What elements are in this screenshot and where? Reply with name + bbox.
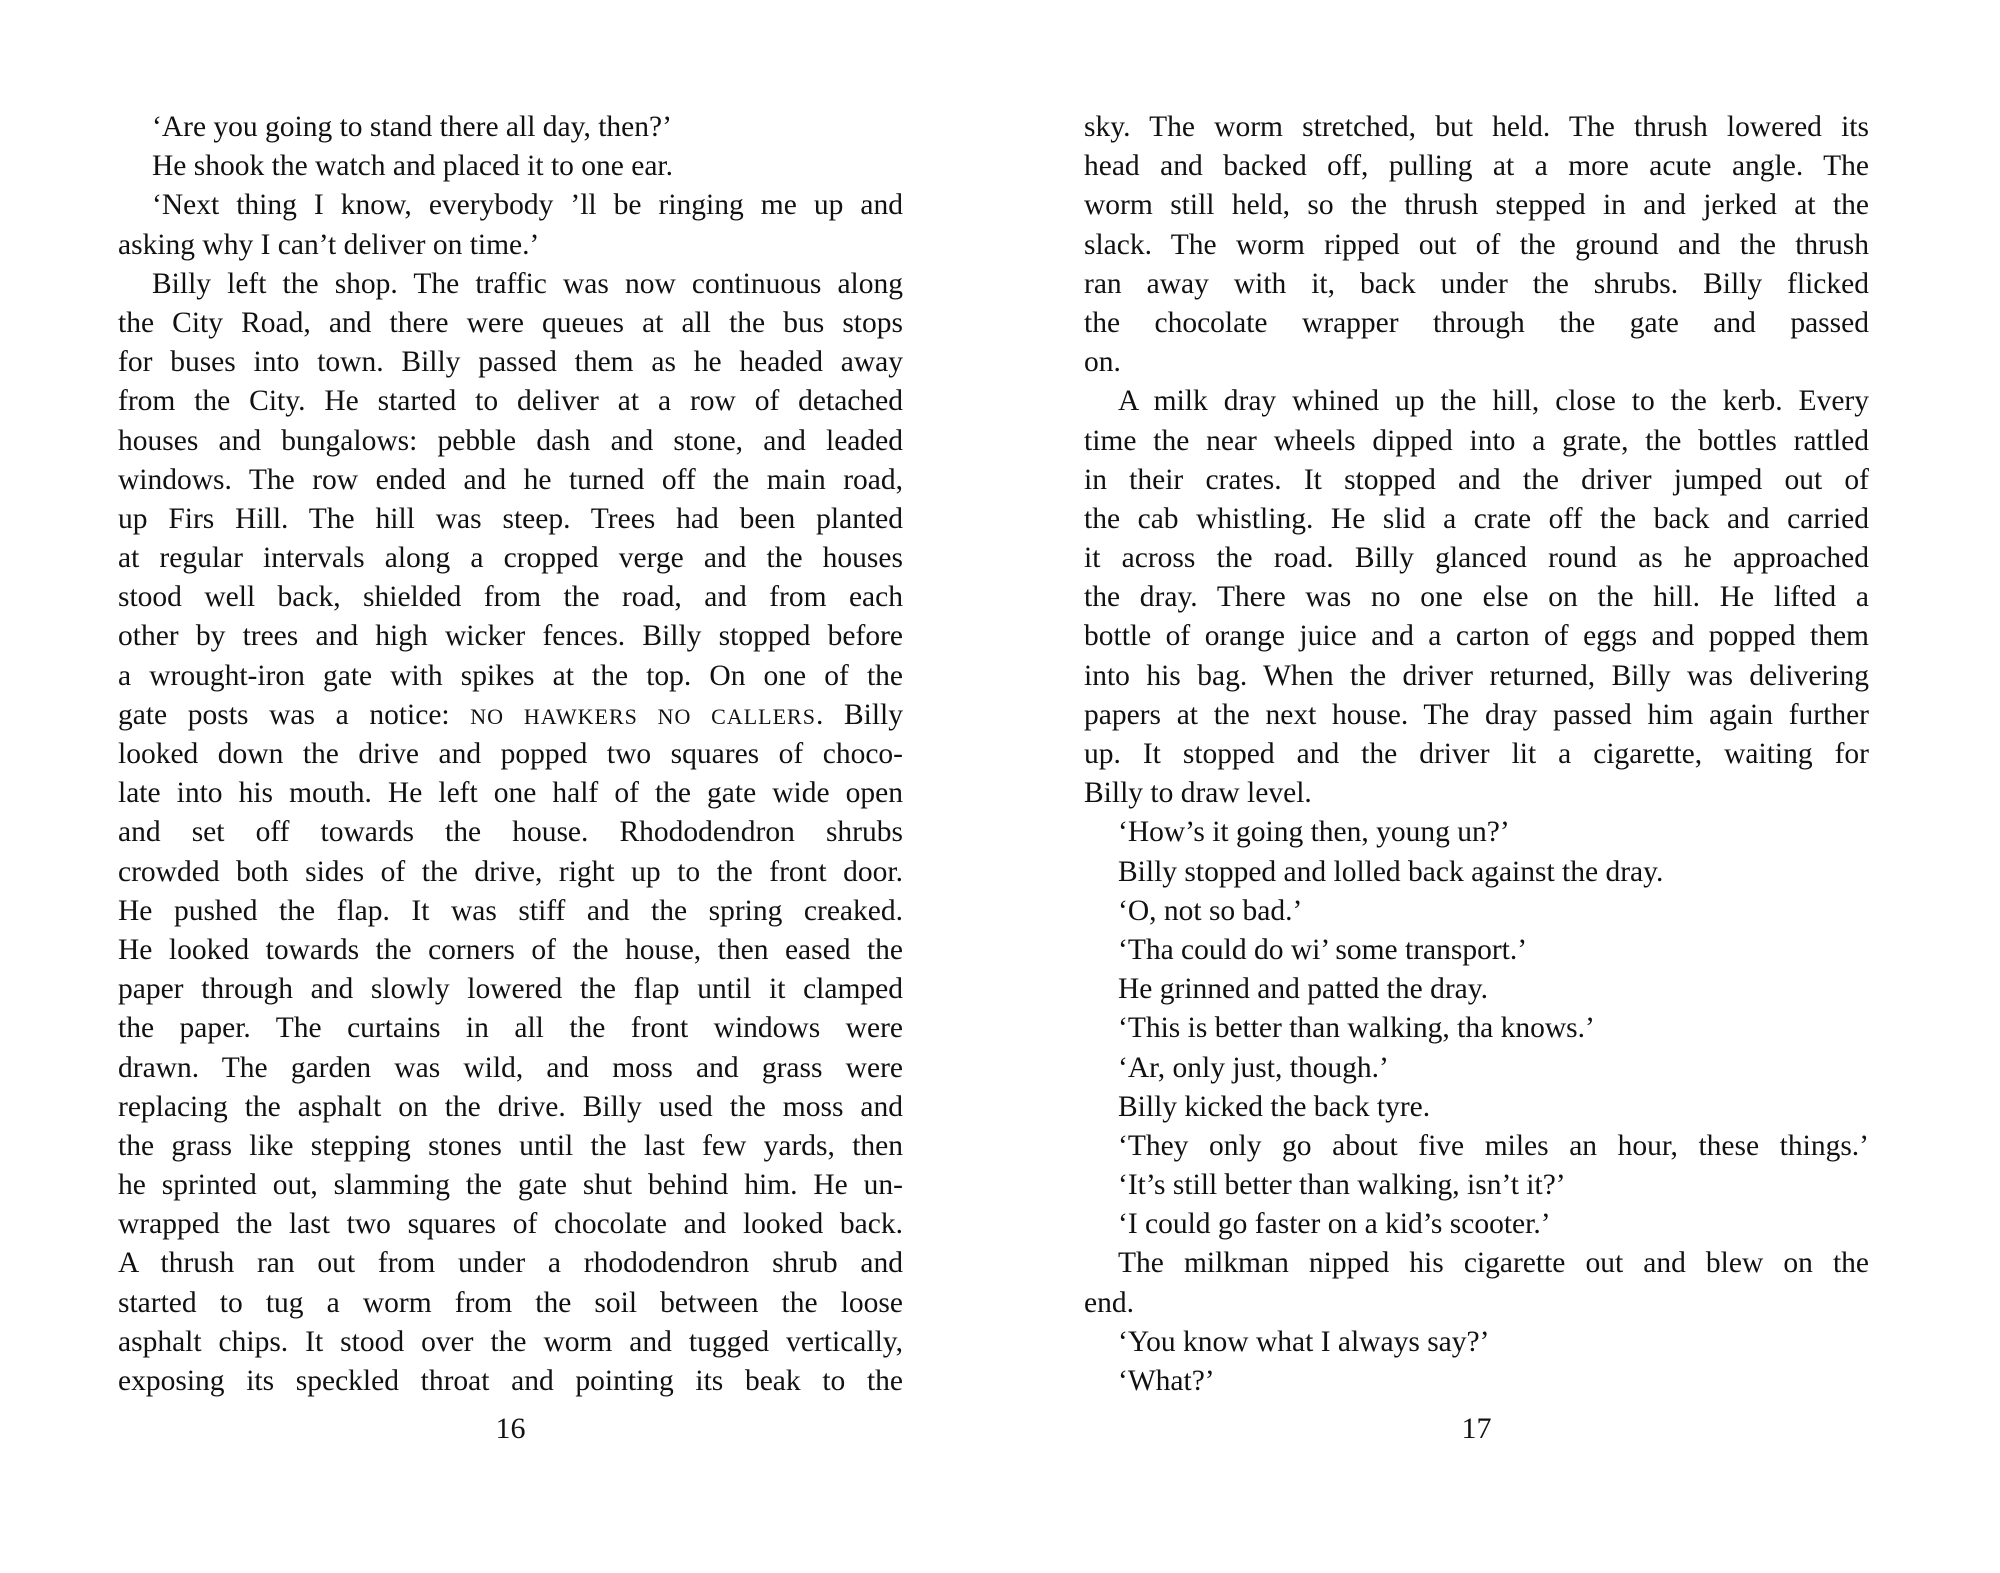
text-line: ‘Next thing I know, everybody ’ll be ringing me up and [152, 189, 903, 222]
text-line: ‘Ar, only just, though.’ [1118, 1051, 1389, 1084]
text-line: into his bag. When the driver returned, Billy was delivering [1084, 659, 1869, 692]
text-line: asking why I can’t deliver on time.’ [118, 228, 540, 261]
text-line: from the City. He started to deliver at a row of detached [118, 385, 903, 418]
text-line: ‘They only go about five miles an hour, these things.’ [1118, 1129, 1869, 1162]
text-line: the dray. There was no one else on the hill. He lifted a [1084, 581, 1869, 614]
text-line: end. [1084, 1286, 1134, 1319]
text-line: ‘You know what I always say?’ [1118, 1325, 1490, 1358]
text-line: other by trees and high wicker fences. Billy stopped before [118, 620, 903, 653]
text-line: asphalt chips. It stood over the worm and tugged vertically, [118, 1325, 903, 1358]
text-line: ‘How’s it going then, young un?’ [1118, 816, 1510, 849]
text-line: in their crates. It stopped and the driver jumped out of [1084, 463, 1869, 496]
text-line: he sprinted out, slamming the gate shut behind him. He un- [118, 1169, 903, 1202]
text-line: ‘It’s still better than walking, isn’t it?’ [1118, 1169, 1566, 1202]
text-line: He looked towards the corners of the house, then eased the [118, 933, 903, 966]
text-fragment: . Billy [815, 698, 904, 731]
left-page-text [118, 108, 903, 1401]
text-line: looked down the drive and popped two squares of choco- [118, 738, 903, 770]
text-line: paper through and slowly lowered the flap until it clamped [118, 973, 903, 1006]
text-line: ‘This is better than walking, tha knows.’ [1118, 1012, 1595, 1045]
text-line: papers at the next house. The dray passed him again further [1084, 698, 1869, 731]
text-line: up Firs Hill. The hill was steep. Trees had been planted [118, 502, 903, 535]
text-line: time the near wheels dipped into a grate, the bottles rattled [1084, 424, 1869, 457]
text-line: for buses into town. Billy passed them as he headed away [118, 346, 903, 379]
text-line: up. It stopped and the driver lit a cigarette, waiting for [1084, 738, 1869, 770]
page-number: 16 [495, 1412, 526, 1445]
text-line: ran away with it, back under the shrubs. Billy flicked [1084, 267, 1869, 300]
text-line: ‘O, not so bad.’ [1118, 894, 1303, 927]
text-line: head and backed off, pulling at a more acute angle. The [1084, 150, 1869, 183]
text-line: late into his mouth. He left one half of the gate wide open [118, 777, 903, 810]
text-line: The milkman nipped his cigarette out and blew on the [1118, 1247, 1869, 1280]
text-line: He grinned and patted the dray. [1118, 973, 1488, 1006]
text-line: on. [1084, 346, 1121, 379]
text-line: at regular intervals along a cropped verge and the houses [118, 542, 903, 575]
text-line: ‘What?’ [1118, 1365, 1215, 1397]
text-line: the grass like stepping stones until the last few yards, then [118, 1129, 903, 1162]
text-line: ‘Are you going to stand there all day, then?’ [152, 111, 672, 143]
text-line: Billy left the shop. The traffic was now continuous along [152, 267, 903, 300]
text-line: Billy kicked the back tyre. [1118, 1090, 1431, 1123]
text-line: drawn. The garden was wild, and moss and grass were [118, 1051, 903, 1084]
text-line: worm still held, so the thrush stepped in and jerked at the [1084, 189, 1869, 222]
text-line: Billy to draw level. [1084, 777, 1312, 810]
text-line: it across the road. Billy glanced round as he approached [1084, 542, 1869, 575]
text-line: sky. The worm stretched, but held. The thrush lowered its [1084, 111, 1869, 143]
text-line: started to tug a worm from the soil between the loose [118, 1286, 903, 1319]
text-line: ‘I could go faster on a kid’s scooter.’ [1118, 1208, 1551, 1241]
text-line: stood well back, shielded from the road, and from each [118, 581, 903, 614]
text-line: ‘Tha could do wi’ some transport.’ [1118, 933, 1528, 966]
page-number: 17 [1461, 1412, 1492, 1445]
text-line: the paper. The curtains in all the front windows were [118, 1012, 903, 1045]
text-line: A milk dray whined up the hill, close to the kerb. Every [1118, 385, 1869, 418]
text-line: wrapped the last two squares of chocolate and looked back. [118, 1208, 903, 1241]
text-line: bottle of orange juice and a carton of eggs and popped them [1084, 620, 1869, 653]
text-line: and set off towards the house. Rhododendron shrubs [118, 816, 903, 849]
text-line: He pushed the flap. It was stiff and the spring creaked. [118, 894, 903, 927]
text-line: crowded both sides of the drive, right up to the front door. [118, 855, 903, 888]
text-fragment: gate posts was a notice: [118, 698, 450, 731]
text-line: the City Road, and there were queues at all the bus stops [118, 306, 903, 339]
text-line: He shook the watch and placed it to one ear. [152, 150, 673, 183]
text-line-notice [118, 696, 903, 735]
text-line: houses and bungalows: pebble dash and stone, and leaded [118, 424, 903, 457]
right-page-text [1084, 108, 1869, 1401]
notice-smallcaps: NO HAWKERS NO CALLERS [470, 703, 816, 729]
text-line: the cab whistling. He slid a crate off the back and carried [1084, 502, 1869, 535]
text-line: slack. The worm ripped out of the ground and the thrush [1084, 228, 1869, 261]
text-line: Billy stopped and lolled back against the dray. [1118, 855, 1664, 888]
text-line: exposing its speckled throat and pointing its beak to the [118, 1365, 903, 1397]
text-line: the chocolate wrapper through the gate and passed [1084, 306, 1869, 339]
text-line: a wrought-iron gate with spikes at the top. On one of the [118, 659, 903, 692]
text-line: replacing the asphalt on the drive. Billy used the moss and [118, 1090, 903, 1123]
text-line: A thrush ran out from under a rhododendron shrub and [118, 1247, 903, 1280]
text-line: windows. The row ended and he turned off the main road, [118, 463, 903, 496]
